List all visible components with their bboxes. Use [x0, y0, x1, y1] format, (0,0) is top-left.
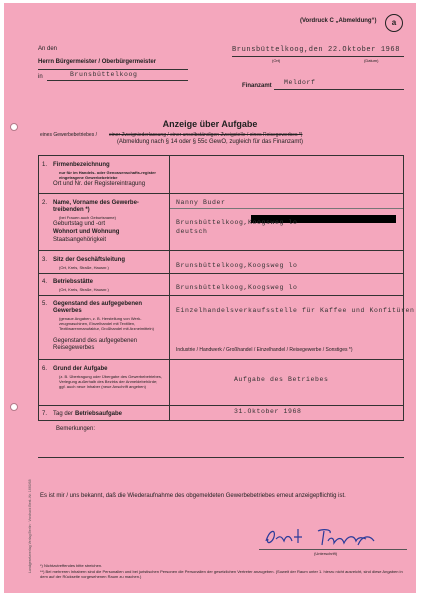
row-extra-label: Staatsangehörigkeit [53, 237, 107, 243]
row-note: (z. B. Übertragung oder Übergabe des Gewerbebetriebes, Verlegung außerhalb des Bezirks der Anmeldebehörde; ggf. auch neue Inhaber (neue Anschrift angeben) [59, 374, 162, 389]
signature-label: (Unterschrift) [314, 551, 338, 556]
row-divider [38, 405, 404, 406]
table-right-border [403, 155, 404, 421]
row-label: Betriebsstätte [53, 279, 94, 285]
divider [170, 208, 403, 209]
table-top-border [38, 155, 404, 156]
publisher-imprint: Landgesetzverlag Verlag Berlin · Vordruck Best.-Nr. 1660/68 [28, 479, 32, 573]
address-value: Brunsbüttelkoog,Koogsweg lo [176, 219, 298, 226]
row-note: (Ort, Kreis, Straße, Hausnr.) [59, 265, 109, 270]
ort-label: (Ort) [272, 58, 281, 63]
row-extra-label: Wohnort und Wohnung [53, 229, 120, 235]
table-column-divider [169, 155, 170, 421]
statement-text: Es ist mir / uns bekannt, daß die Wiederaufnahme des obgemeldeten Gewerbebetriebes erneut anzeigepflichtig ist. [40, 493, 346, 499]
row-label: Firmenbezeichnung [53, 162, 110, 168]
footnote: **) Bei mehreren Inhabern sind die Personalien und bei juristischen Personen die Personalien der gesetzlichen Vertreter anzugeben. (Soweit der Raum unter 1. hierzu nicht ausreicht, sind diese Angaben in dem auf der Rückseite vorgesehenen Raum zu machen.) [40, 569, 403, 579]
row-extra-label: Gegenstand des aufgegebenen Reisegewerbes [53, 338, 138, 351]
row-divider [38, 273, 404, 274]
herr-label: Herrn Bürgermeister / Oberbürgermeister [38, 59, 157, 65]
row-note: (Ort, Kreis, Straße, Hausnr.) [59, 287, 109, 292]
row-note: nur für im Handels- oder Genossenschafts-register eingetragene Gewerbebetriebe [59, 170, 156, 180]
row-note: (bei Frauen auch Geburtsname) [59, 215, 116, 220]
divider [232, 56, 404, 57]
table-left-border [38, 155, 39, 421]
finanzamt-label: Finanzamt [242, 83, 272, 89]
row-value: Einzelhandelsverkaufsstelle für Kaffee und Konfitüren [176, 307, 415, 314]
form-title: Anzeige über Aufgabe [162, 119, 258, 129]
row-label: Betriebsaufgabe [75, 411, 123, 417]
title-line1-prefix: eines Gewerbebetriebes / [40, 132, 97, 138]
nationality-value: deutsch [176, 228, 208, 235]
row-number: 4. [42, 279, 48, 285]
business-type-options: Industrie / Handwerk / Großhandel / Einzelhandel / Reisegewerbe / Sonstiges *) [176, 347, 353, 353]
row-divider [38, 359, 404, 360]
remarks-label: Bemerkungen: [56, 426, 96, 432]
an-den-label: An den [38, 46, 58, 52]
row-extra-label: Ort und Nr. der Registereintragung [53, 181, 146, 187]
divider [47, 80, 188, 81]
row-number: 2. [42, 200, 48, 206]
signature-line [259, 549, 407, 550]
row-extra-label: Geburtstag und -ort [53, 221, 106, 227]
row-value: Brunsbüttelkoog,Koogsweg lo [176, 262, 298, 269]
row-label: Gegenstand des aufgegebenen Gewerbes [53, 301, 143, 314]
row-value: Aufgabe des Betriebes [234, 376, 329, 383]
form-letter-circle: a [385, 14, 403, 32]
row-divider [38, 295, 404, 296]
title-line1-options: einer Zweigniederlassung / einer unselbständigen Zweigstelle / eines Reisegewerbes *) [109, 132, 303, 138]
form-sheet [4, 3, 416, 593]
place-date-value: Brunsbüttelkoog,den 22.Oktober 1968 [232, 46, 401, 54]
row-label: Sitz der Geschäftsleitung [53, 257, 126, 263]
punch-hole [10, 403, 18, 411]
row-value: 31.Oktober 1968 [234, 408, 302, 415]
table-bottom-border [38, 420, 404, 421]
row-number: 1. [42, 162, 48, 168]
row-number: 3. [42, 257, 48, 263]
row-divider [38, 193, 404, 194]
row-number: 7. [42, 411, 48, 417]
row-value: Brunsbüttelkoog,Koogsweg lo [176, 284, 298, 291]
name-value: Nanny Buder [176, 199, 226, 206]
footnote: *) Nichtzutreffendes bitte streichen. [40, 563, 103, 568]
row-label: Grund der Aufgabe [53, 366, 108, 372]
datum-label: (Datum) [364, 58, 379, 63]
row-number: 6. [42, 366, 48, 372]
signature [262, 523, 392, 551]
finanzamt-value: Meldorf [284, 79, 316, 86]
title-line2: (Abmeldung nach § 14 oder § 55c GewO, zugleich für das Finanzamt) [116, 139, 304, 145]
divider [274, 89, 404, 90]
row-label: Name, Vorname des Gewerbe-treibenden *) [53, 200, 139, 213]
row-number: 5. [42, 301, 48, 307]
in-value: Brunsbüttelkoog [70, 71, 138, 78]
divider [38, 457, 404, 458]
row-divider [38, 250, 404, 251]
form-label: (Vordruck C „Abmeldung“) [300, 18, 377, 24]
row-note: (genaue Angaben, z. B. Herstellung von Werk-zeugmaschinen, Einzelhandel mit Textilien, Textilwarenmanufaktur, Großhandel mit Arzneimitteln) [59, 316, 154, 331]
in-label: in [38, 74, 43, 80]
row-label-prefix: Tag der [53, 411, 74, 417]
divider [38, 69, 188, 70]
